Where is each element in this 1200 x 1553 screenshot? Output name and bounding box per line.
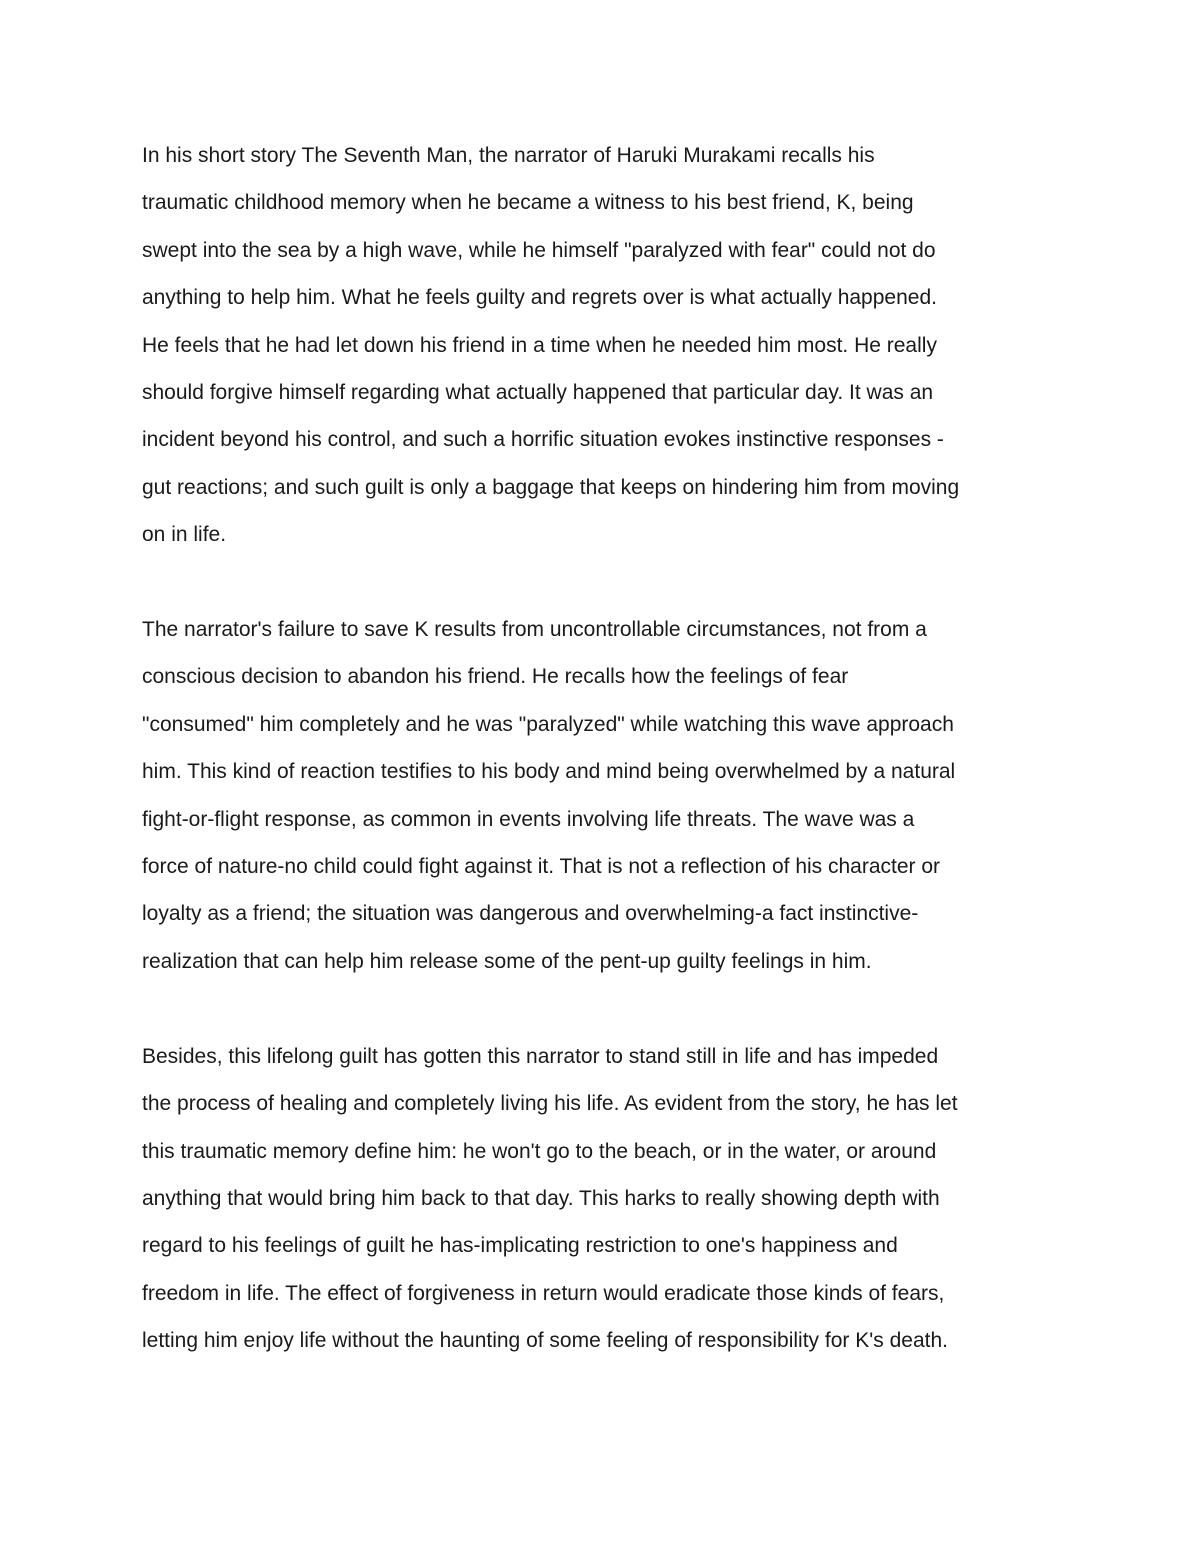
- text-line: realization that can help him release some of the pent-up guilty feelings in him.: [142, 949, 872, 973]
- document-body: [142, 132, 1072, 1412]
- text-line: swept into the sea by a high wave, while he himself "paralyzed with fear" could not do: [142, 238, 936, 262]
- text-line: regard to his feelings of guilt he has-implicating restriction to one's happiness and: [142, 1234, 898, 1258]
- text-line: traumatic childhood memory when he became a witness to his best friend, K, being: [142, 191, 914, 215]
- text-line: this traumatic memory define him: he won't go to the beach, or in the water, or around: [142, 1139, 937, 1163]
- text-line: on in life.: [142, 523, 227, 547]
- text-line: "consumed" him completely and he was "paralyzed" while watching this wave approach: [142, 712, 954, 736]
- text-line: letting him enjoy life without the haunting of some feeling of responsibility for K's death.: [142, 1329, 948, 1353]
- text-line: incident beyond his control, and such a horrific situation evokes instinctive responses -: [142, 428, 944, 452]
- text-line: fight-or-flight response, as common in events involving life threats. The wave was a: [142, 807, 915, 831]
- text-line: gut reactions; and such guilt is only a baggage that keeps on hindering him from moving: [142, 475, 960, 499]
- text-line: loyalty as a friend; the situation was dangerous and overwhelming-a fact instinctive-: [142, 902, 919, 926]
- text-line: The narrator's failure to save K results from uncontrollable circumstances, not from a: [142, 618, 927, 642]
- text-line: force of nature-no child could fight against it. That is not a reflection of his character or: [142, 855, 941, 879]
- text-line: the process of healing and completely living his life. As evident from the story, he has let: [142, 1092, 958, 1116]
- text-line: conscious decision to abandon his friend. He recalls how the feelings of fear: [142, 665, 849, 689]
- paragraph-1: [142, 132, 1072, 559]
- text-line: him. This kind of reaction testifies to his body and mind being overwhelmed by a natural: [142, 760, 956, 784]
- text-line: freedom in life. The effect of forgiveness in return would eradicate those kinds of fears,: [142, 1281, 945, 1305]
- text-line: anything that would bring him back to that day. This harks to really showing depth with: [142, 1186, 940, 1210]
- text-line: He feels that he had let down his friend in a time when he needed him most. He really: [142, 333, 937, 357]
- paragraph-3: [142, 1033, 1072, 1365]
- text-line: In his short story The Seventh Man, the narrator of Haruki Murakami recalls his: [142, 144, 875, 167]
- text-line: anything to help him. What he feels guilty and regrets over is what actually happened.: [142, 286, 937, 310]
- text-line: should forgive himself regarding what actually happened that particular day. It was an: [142, 381, 934, 405]
- text-line: Besides, this lifelong guilt has gotten this narrator to stand still in life and has impeded: [142, 1044, 939, 1068]
- paragraph-2: [142, 606, 1072, 985]
